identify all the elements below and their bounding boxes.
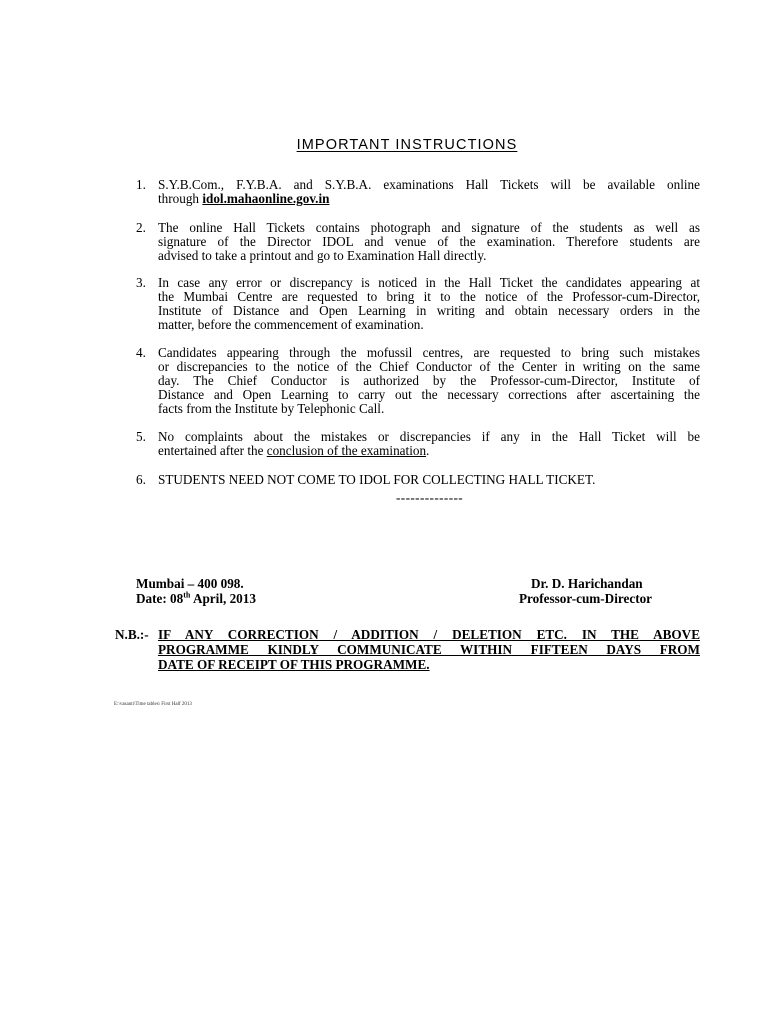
item-line: [158, 192, 700, 206]
nb-line: PROGRAMME KINDLY COMMUNICATE WITHIN FIFTEEN DAYS FROM: [158, 642, 700, 657]
item-number: 6.: [136, 472, 146, 487]
nb-label: N.B.:-: [115, 627, 149, 642]
item-line: advised to take a printout and go to Examination Hall directly.: [158, 248, 487, 263]
item-line: No complaints about the mistakes or discrepancies if any in the Hall Ticket will be: [158, 429, 700, 444]
separator: --------------: [396, 490, 464, 505]
item-text: .: [426, 443, 430, 458]
website-link[interactable]: idol.mahaonline.gov.in: [202, 191, 330, 206]
item-number: 5.: [136, 429, 146, 444]
instruction-item-1: [136, 178, 700, 206]
item-number: 4.: [136, 345, 146, 360]
signatory-designation: Professor-cum-Director: [519, 591, 653, 606]
footer-file-path: E:\vasanti\Time tables\ First Half 2013: [114, 702, 192, 707]
date-suffix: April, 2013: [190, 591, 256, 606]
item-body: [158, 473, 700, 487]
instruction-item-5: [136, 430, 700, 458]
item-line: In case any error or discrepancy is noticed in the Hall Ticket the candidates appearing at: [158, 275, 700, 290]
item-line: or discrepancies to the notice of the Chief Conductor of the Center in writing on the same: [158, 359, 700, 374]
item-text: through: [158, 191, 203, 206]
item-body: [158, 430, 700, 458]
item-body: [158, 221, 700, 263]
item-line: facts from the Institute by Telephonic Call.: [158, 401, 385, 416]
item-line: the Mumbai Centre are requested to bring it to the notice of the Professor-cum-Director,: [158, 289, 700, 304]
date: [136, 592, 256, 606]
item-number: 1.: [136, 177, 146, 192]
item-line: STUDENTS NEED NOT COME TO IDOL FOR COLLECTING HALL TICKET.: [158, 472, 596, 487]
item-body: [158, 178, 700, 206]
signatory-name: Dr. D. Harichandan: [531, 576, 643, 591]
underlined-phrase: conclusion of the examination: [266, 443, 427, 458]
item-body: [158, 346, 700, 416]
item-text: entertained after the: [158, 443, 267, 458]
item-line: day. The Chief Conductor is authorized by the Professor-cum-Director, Institute of: [158, 373, 700, 388]
item-line: The online Hall Tickets contains photograph and signature of the students as well as: [158, 220, 700, 235]
item-line: Candidates appearing through the mofussil centres, are requested to bring such mistakes: [158, 345, 700, 360]
item-body: [158, 276, 700, 332]
nb-text: [158, 628, 700, 673]
instruction-item-6: [136, 473, 700, 487]
item-line: Distance and Open Learning to carry out the necessary corrections after ascertaining the: [158, 387, 700, 402]
item-line: signature of the Director IDOL and venue of the examination. Therefore students are: [158, 234, 700, 249]
nb-line: DATE OF RECEIPT OF THIS PROGRAMME.: [158, 657, 430, 672]
item-line: S.Y.B.Com., F.Y.B.A. and S.Y.B.A. examinations Hall Tickets will be available online: [158, 177, 700, 192]
instruction-item-3: [136, 276, 700, 332]
item-line: Institute of Distance and Open Learning in writing and obtain necessary orders in the: [158, 303, 700, 318]
item-line: [158, 444, 700, 458]
date-prefix: Date: 08: [136, 591, 184, 606]
date-superscript: th: [183, 590, 191, 600]
page-title: IMPORTANT INSTRUCTIONS: [296, 137, 518, 153]
instruction-item-4: [136, 346, 700, 416]
nb-line: IF ANY CORRECTION / ADDITION / DELETION ETC. IN THE ABOVE: [158, 627, 700, 642]
item-number: 3.: [136, 275, 146, 290]
instruction-item-2: [136, 221, 700, 263]
item-number: 2.: [136, 220, 146, 235]
item-line: matter, before the commencement of examination.: [158, 317, 424, 332]
place: Mumbai – 400 098.: [136, 576, 244, 591]
